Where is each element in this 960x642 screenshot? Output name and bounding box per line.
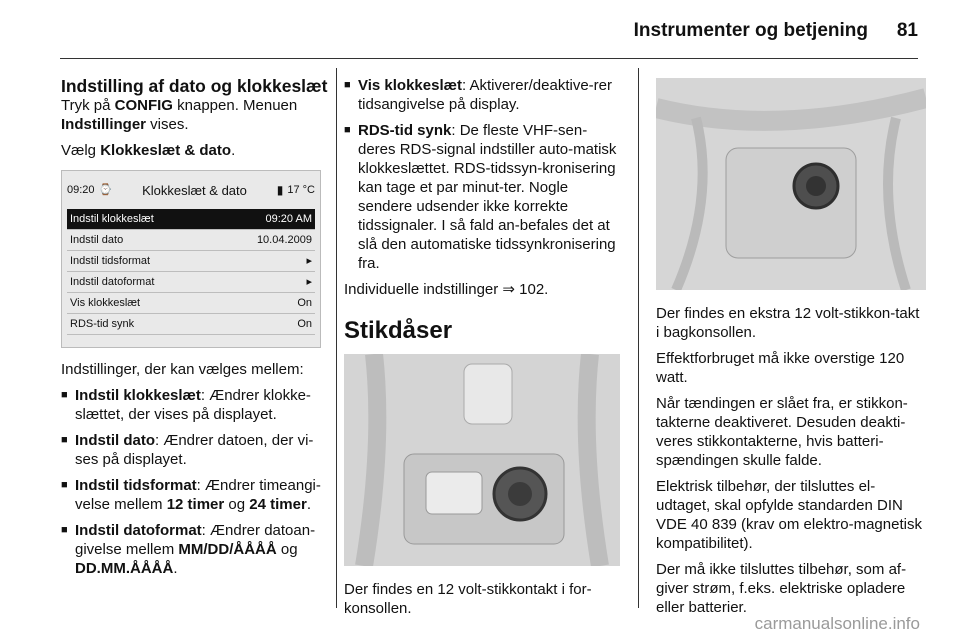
text: Tryk på <box>61 97 115 114</box>
page-header <box>0 0 960 56</box>
bold-text: CONFIG <box>114 97 173 114</box>
bold-text: MM/DD/ÅÅÅÅ <box>178 541 277 558</box>
column-divider-2 <box>638 68 639 608</box>
row-value: 10.04.2009 <box>256 233 312 246</box>
paragraph-config <box>61 96 329 134</box>
menu-row <box>67 251 315 272</box>
front-console-illustration <box>344 354 620 566</box>
bold-text: Klokkeslæt & dato <box>100 142 232 159</box>
paragraph: Der må ikke tilsluttes tilbehør, som af-giver strøm, f.eks. elektriske opladere eller batterier. <box>656 561 907 616</box>
screen-temperature: 17 °C <box>287 183 315 196</box>
bold-text: Indstil datoformat <box>75 522 202 539</box>
text: knappen. Menuen <box>172 97 298 114</box>
text: og <box>276 541 298 558</box>
row-label: Indstil klokkeslæt <box>70 212 154 225</box>
bold-text: Indstillinger <box>61 116 147 133</box>
row-label: Indstil datoformat <box>70 275 155 288</box>
row-label: RDS-tid synk <box>70 317 135 330</box>
photo-caption: Der findes en 12 volt-stikkontakt i for-konsollen. <box>344 581 592 617</box>
column-2 <box>344 76 624 625</box>
paragraph: Der findes en ekstra 12 volt-stikkon-takt i bagkonsollen. <box>656 305 920 341</box>
rear-socket-photo <box>656 78 926 290</box>
row-value: ▸ <box>306 254 312 267</box>
display-screenshot <box>61 170 321 348</box>
column-1 <box>61 76 329 585</box>
front-socket-photo <box>344 354 620 566</box>
row-value: ▸ <box>306 275 312 288</box>
text: : Aktiverer/deaktive-rer tidsangivelse på display. <box>358 77 613 113</box>
bold-text: 12 timer <box>166 496 225 513</box>
text: : Ændrer timeangi-velse mellem <box>75 477 321 513</box>
screen-title: Klokkeslæt & dato <box>142 182 247 198</box>
list-item <box>61 386 329 424</box>
page-number: 81 <box>896 20 918 41</box>
paragraph: Effektforbruget må ikke overstige 120 watt. <box>656 350 905 386</box>
menu-row <box>67 314 315 335</box>
bold-text: 24 timer <box>249 496 307 513</box>
bold-text: Indstil dato <box>75 432 155 449</box>
row-label: Vis klokkeslæt <box>70 296 141 309</box>
header-rule <box>60 58 918 59</box>
menu-row <box>67 209 315 230</box>
text: : Ændrer datoen, der vi-ses på displayet. <box>75 432 314 468</box>
watermark: carmanualsonline.info <box>754 614 920 633</box>
text: og <box>224 496 250 513</box>
text: : Ændrer klokke-slættet, der vises på displayet. <box>75 387 311 423</box>
column-divider-1 <box>336 68 337 608</box>
text: : Ændrer datoan-givelse mellem <box>75 522 316 558</box>
screen-header <box>67 179 315 201</box>
paragraph-select <box>61 141 329 160</box>
screen-menu <box>67 209 315 335</box>
menu-row <box>67 230 315 251</box>
bold-text: DD.MM.ÅÅÅÅ <box>75 560 174 577</box>
section-heading-stikdaser: Stikdåser <box>344 317 453 344</box>
text: . <box>306 496 311 513</box>
bold-text: Vis klokkeslæt <box>358 77 462 94</box>
bold-text: Indstil klokkeslæt <box>75 387 201 404</box>
list-item <box>344 121 624 273</box>
options-list-continued <box>344 76 624 273</box>
paragraph: Elektrisk tilbehør, der tilsluttes el-udtaget, skal opfylde standarden DIN VDE 40 839 (krav om elektro-magnetisk kompatibilitet). <box>656 478 922 552</box>
row-label: Indstil tidsformat <box>70 254 151 267</box>
clock-icon: ⌚ <box>98 183 113 196</box>
bold-text: RDS-tid synk <box>358 122 452 139</box>
bold-text: Indstil tidsformat <box>75 477 197 494</box>
row-value: 09:20 AM <box>265 212 312 225</box>
list-item <box>61 521 329 578</box>
text: Vælg <box>61 142 101 159</box>
menu-row <box>67 272 315 293</box>
text: . <box>173 560 178 577</box>
screen-time: 09:20 <box>67 183 95 196</box>
row-label: Indstil dato <box>70 233 124 246</box>
menu-row <box>67 293 315 314</box>
section-heading: Indstilling af dato og klokkeslæt <box>61 76 328 96</box>
text: : De fleste VHF-sen-deres RDS-signal indstiller auto-matisk klokkeslættet. RDS-tidssyn-kronisering kan tage et par minut-ter. Nogle sendere udsender ikke korrekte tidssignaler. I så fald an-befales det at slå den automatiske tidssynkronisering fra. <box>358 122 617 272</box>
thermometer-icon: ▮ <box>276 182 284 197</box>
header-title: Instrumenter og betjening <box>633 20 868 41</box>
text: . <box>231 142 236 159</box>
list-item <box>61 476 329 514</box>
list-item <box>344 76 624 114</box>
paragraph-intro: Indstillinger, der kan vælges mellem: <box>61 361 304 378</box>
column-3 <box>656 76 926 624</box>
row-value: On <box>297 296 312 309</box>
rear-console-illustration <box>656 78 926 290</box>
options-list <box>61 386 329 578</box>
cross-reference: Individuelle indstillinger ⇒ 102. <box>344 281 549 298</box>
list-item <box>61 431 329 469</box>
row-value: On <box>297 317 312 330</box>
paragraph: Når tændingen er slået fra, er stikkon-takterne deaktiveret. Desuden deakti-veres stikkontakterne, hvis batteri-spændingen skulle falde. <box>656 395 908 469</box>
text: vises. <box>146 116 189 133</box>
